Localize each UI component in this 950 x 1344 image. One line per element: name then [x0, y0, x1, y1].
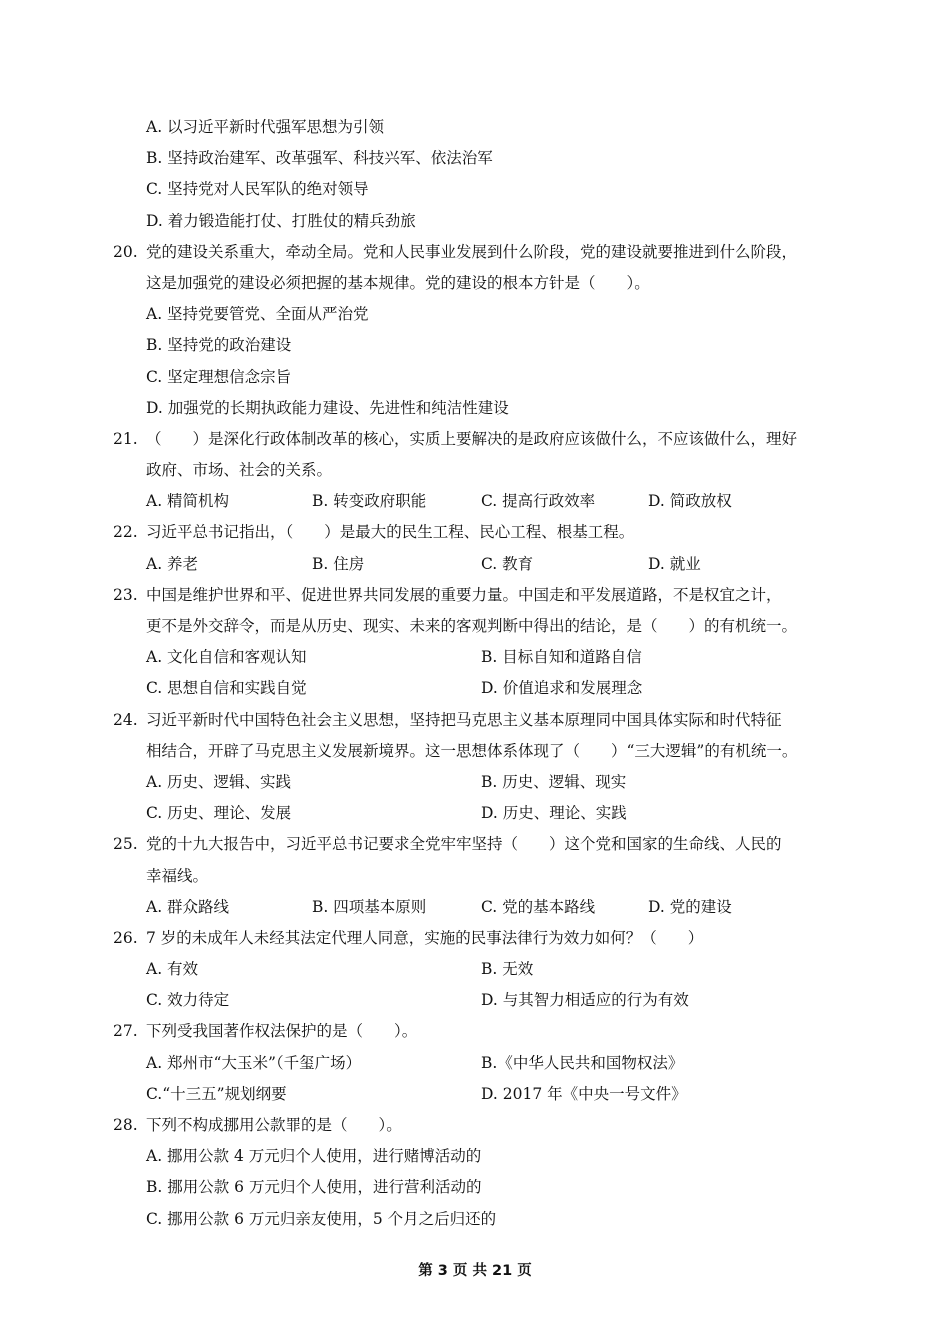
- q24-options-row2: [0, 798, 950, 829]
- q21-stem-line2: 政府、市场、社会的关系。: [146, 461, 333, 480]
- q24-option-a: A. 历史、逻辑、实践: [146, 772, 292, 791]
- q19-option-a: A. 以习近平新时代强军思想为引领: [146, 118, 385, 136]
- q25-stem-line2: 幸福线。: [146, 866, 209, 885]
- q21-options: [0, 486, 950, 517]
- q19-option-b: B. 坚持政治建军、改革强军、科技兴军、依法治军: [146, 149, 493, 168]
- q24-stem-line2: 相结合，开辟了马克思主义发展新境界。这一思想体系体现了（ ）“三大逻辑”的有机统一。: [146, 741, 798, 760]
- q27-stem-line1: 下列受我国著作权法保护的是（ ）。: [146, 1022, 418, 1041]
- q21-stem: [0, 424, 950, 455]
- q20-option-c: C. 坚定理想信念宗旨: [146, 367, 292, 386]
- q22-stem-line1: 习近平总书记指出，（ ）是最大的民生工程、民心工程、根基工程。: [146, 523, 635, 542]
- q27-number: 27.: [113, 1022, 138, 1041]
- q23-options-row2: [0, 673, 950, 704]
- q23-stem-line2: 更不是外交辞令，而是从历史、现实、未来的客观判断中得出的结论，是（ ）的有机统一。: [146, 617, 798, 635]
- q27-option-d: D. 2017 年《中央一号文件》: [481, 1084, 687, 1103]
- q21-option-d: D. 简政放权: [648, 492, 732, 511]
- q25-stem-line1: 党的十九大报告中，习近平总书记要求全党牢牢坚持（ ）这个党和国家的生命线、人民的: [146, 835, 782, 854]
- q21-stem-line1: （ ）是深化行政体制改革的核心，实质上要解决的是政府应该做什么，不应该做什么，理好: [146, 429, 798, 448]
- q20-stem: [0, 237, 950, 268]
- q26-options-row2: [0, 985, 950, 1016]
- q26-option-a: A. 有效: [146, 960, 199, 979]
- q25-options: [0, 892, 950, 923]
- q23-option-d: D. 价值追求和发展理念: [481, 679, 643, 698]
- q20-option-d: D. 加强党的长期执政能力建设、先进性和纯洁性建设: [146, 398, 509, 417]
- q26-options-row1: [0, 954, 950, 985]
- q23-option-b: B. 目标自知和道路自信: [481, 648, 642, 667]
- q23-option-a: A. 文化自信和客观认知: [146, 648, 307, 667]
- q28-option-a: A. 挪用公款 4 万元归个人使用，进行赌博活动的: [146, 1147, 482, 1166]
- q25-option-c: C. 党的基本路线: [481, 897, 596, 916]
- q24-options-row1: [0, 767, 950, 798]
- q20-number: 20.: [113, 242, 138, 261]
- q28-stem-line1: 下列不构成挪用公款罪的是（ ）。: [146, 1116, 402, 1134]
- q27-option-a: A. 郑州市“大玉米”（千玺广场）: [146, 1053, 362, 1072]
- q27-option-c: C.“十三五”规划纲要: [146, 1084, 287, 1103]
- q28-option-b: B. 挪用公款 6 万元归个人使用，进行营利活动的: [146, 1178, 482, 1197]
- q21-option-b: B. 转变政府职能: [312, 492, 427, 511]
- page-number-footer: 第 3 页 共 21 页: [418, 1263, 532, 1279]
- q22-option-c: C. 教育: [481, 554, 534, 573]
- q24-option-d: D. 历史、理论、实践: [481, 804, 627, 823]
- q25-stem: [0, 829, 950, 860]
- q24-option-b: B. 历史、逻辑、现实: [481, 772, 627, 791]
- q22-option-a: A. 养老: [146, 554, 199, 573]
- q28-number: 28.: [113, 1116, 138, 1134]
- q27-options-row1: [0, 1048, 950, 1079]
- q19-option-d: D. 着力锻造能打仗、打胜仗的精兵劲旅: [146, 211, 416, 230]
- q21-number: 21.: [113, 429, 138, 448]
- q23-option-c: C. 思想自信和实践自觉: [146, 679, 307, 698]
- q26-stem: [0, 923, 950, 954]
- q26-number: 26.: [113, 928, 138, 947]
- q19-option-c: C. 坚持党对人民军队的绝对领导: [146, 180, 369, 199]
- q24-stem-line1: 习近平新时代中国特色社会主义思想，坚持把马克思主义基本原理同中国具体实际和时代特征: [146, 710, 782, 729]
- q27-options-row2: [0, 1079, 950, 1110]
- q26-option-d: D. 与其智力相适应的行为有效: [481, 991, 689, 1010]
- q24-number: 24.: [113, 710, 138, 729]
- q28-option-c: C. 挪用公款 6 万元归亲友使用，5 个月之后归还的: [146, 1209, 497, 1228]
- q20-option-b: B. 坚持党的政治建设: [146, 336, 292, 355]
- q22-options: [0, 549, 950, 580]
- exam-page: [0, 112, 950, 1235]
- q25-option-b: B. 四项基本原则: [312, 897, 427, 916]
- q26-stem-line1: 7 岁的未成年人未经其法定代理人同意，实施的民事法律行为效力如何？（ ）: [146, 928, 704, 947]
- q23-number: 23.: [113, 585, 138, 604]
- q25-number: 25.: [113, 835, 138, 854]
- q24-stem: [0, 705, 950, 736]
- q26-option-b: B. 无效: [481, 960, 534, 979]
- q26-option-c: C. 效力待定: [146, 991, 230, 1010]
- q22-number: 22.: [113, 523, 138, 542]
- q23-options-row1: [0, 642, 950, 673]
- q22-option-b: B. 住房: [312, 554, 365, 573]
- q20-option-a: A. 坚持党要管党、全面从严治党: [146, 305, 369, 324]
- q25-option-a: A. 群众路线: [146, 897, 230, 916]
- q20-stem-line2: 这是加强党的建设必须把握的基本规律。党的建设的根本方针是（ ）。: [146, 273, 650, 292]
- q22-stem: [0, 517, 950, 548]
- q22-option-d: D. 就业: [648, 554, 701, 573]
- q21-option-c: C. 提高行政效率: [481, 492, 596, 511]
- q27-stem: [0, 1016, 950, 1047]
- q24-option-c: C. 历史、理论、发展: [146, 804, 292, 823]
- q27-option-b: B.《中华人民共和国物权法》: [481, 1053, 684, 1072]
- q23-stem: [0, 580, 950, 611]
- q28-stem: [0, 1110, 950, 1141]
- q23-stem-line1: 中国是维护世界和平、促进世界共同发展的重要力量。中国走和平发展道路，不是权宜之计，: [146, 585, 782, 604]
- q25-option-d: D. 党的建设: [648, 897, 732, 916]
- q21-option-a: A. 精简机构: [146, 492, 230, 511]
- q20-stem-line1: 党的建设关系重大，牵动全局。党和人民事业发展到什么阶段，党的建设就要推进到什么阶段，: [146, 242, 798, 261]
